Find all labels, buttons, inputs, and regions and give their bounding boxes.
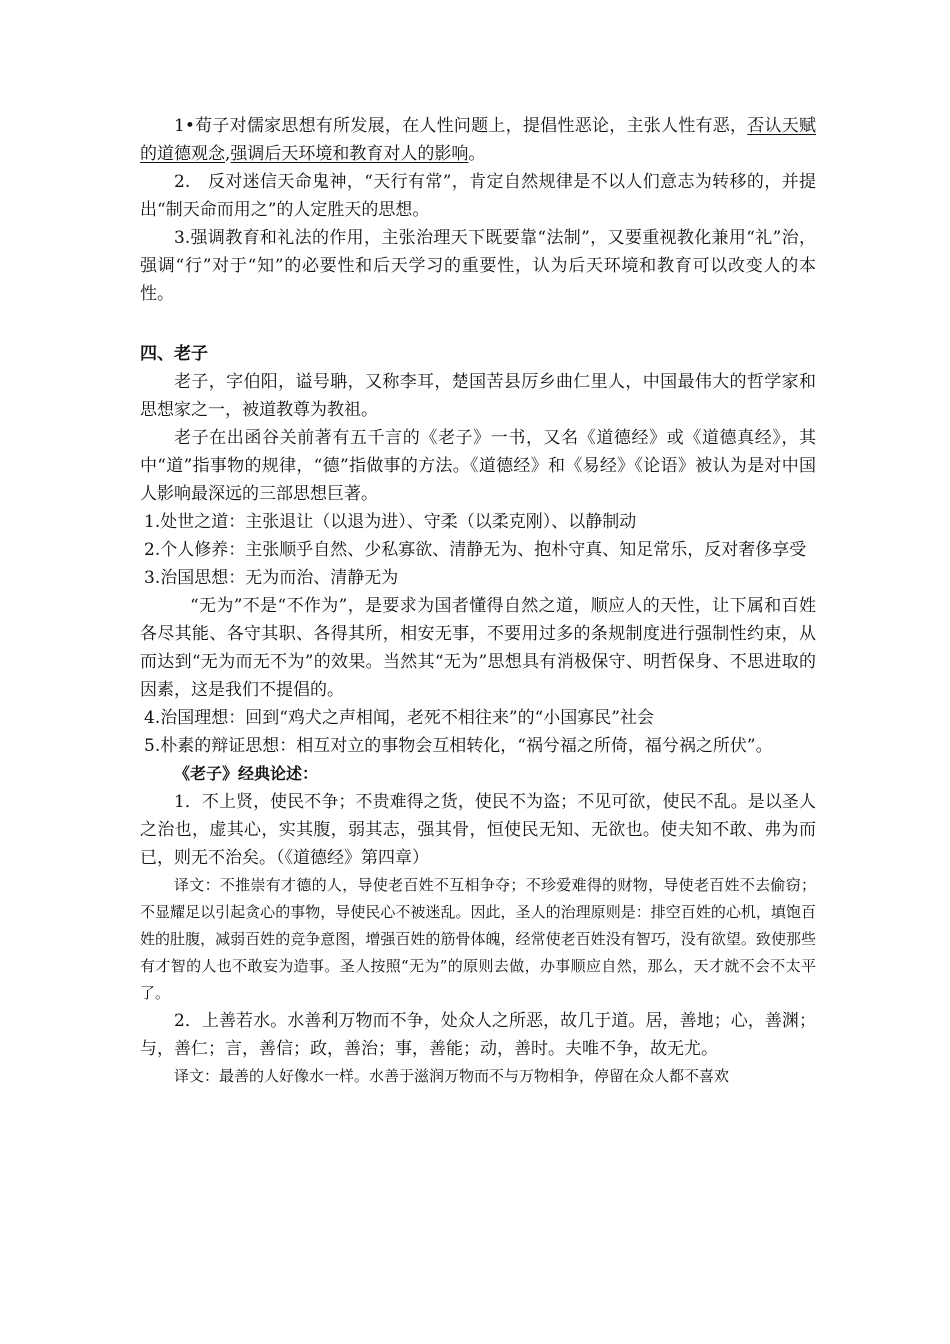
period: 。 <box>468 144 486 164</box>
document-page <box>140 112 816 1090</box>
laozi-item-1: 1.处世之道：主张退让（以退为进）、守柔（以柔克刚）、以静制动 <box>144 512 637 532</box>
classic-translation-2: 译文：最善的人好像水一样。水善于滋润万物而不与万物相争，停留在众人都不喜欢 <box>174 1067 730 1085</box>
classic-quote-1: 1．不上贤，使民不争；不贵难得之货，使民不为盗；不见可欲，使民不乱。是以圣人之治也，虚其心，实其腹，弱其志，强其骨，恒使民无知、无欲也。使夫知不敢、弗为而已，则无不治矣。（《道德经》第四章） <box>140 792 816 868</box>
laozi-item-2: 2.个人修养：主张顺乎自然、少私寡欲、清静无为、抱朴守真、知足常乐，反对奢侈享受 <box>144 540 807 560</box>
laozi-item-4: 4.治国理想：回到“鸡犬之声相闻，老死不相往来”的“小国寡民”社会 <box>144 708 654 728</box>
laozi-item-5: 5.朴素的辩证思想：相互对立的事物会互相转化，“祸兮福之所倚，福兮祸之所伏”。 <box>144 736 773 756</box>
underlined-phrase-1: 否认天赋的道德观念 <box>140 116 817 164</box>
xunzi-point-1 <box>140 112 816 168</box>
section-gap <box>140 308 816 336</box>
laozi-item-3: 3.治国思想：无为而治、清静无为 <box>144 568 399 588</box>
laozi-intro-2: 老子在出函谷关前著有五千言的《老子》一书，又名《道德经》或《道德真经》，其中“道”指事物的规律，“德”指做事的方法。《道德经》和《易经》《论语》被认为是对中国人影响最深远的三部思想巨著。 <box>140 428 816 504</box>
point-number: 1• <box>174 116 195 136</box>
xunzi-point-2: 2. 反对迷信天命鬼神，“天行有常”，肯定自然规律是不以人们意志为转移的，并提出“制天命而用之”的人定胜天的思想。 <box>140 172 816 220</box>
section-heading-laozi: 四、老子 <box>140 344 208 364</box>
xunzi-point-3: 3.强调教育和礼法的作用，主张治理天下既要靠“法制”，又要重视教化兼用“礼”治，强调“行”对于“知”的必要性和后天学习的重要性，认为后天环境和教育可以改变人的本性。 <box>140 228 816 304</box>
classic-translation-1: 译文：不推崇有才德的人，导使老百姓不互相争夺；不珍爱难得的财物，导使老百姓不去偷窃；不显耀足以引起贪心的事物，导使民心不被迷乱。因此，圣人的治理原则是：排空百姓的心机，填饱百姓的肚腹，减弱百姓的竞争意图，增强百姓的筋骨体魄，经常使老百姓没有智巧，没有欲望。致使那些有才智的人也不敢妄为造事。圣人按照“无为”的原则去做，办事顺应自然，那么，天才就不会不太平了。 <box>140 876 816 1002</box>
classics-heading: 《老子》经典论述： <box>174 764 319 783</box>
point-text: 荀子对儒家思想有所发展，在人性问题上，提倡性恶论，主张人性有恶， <box>194 116 748 136</box>
comma: , <box>225 144 231 164</box>
classic-quote-2: 2．上善若水。水善利万物而不争，处众人之所恶，故几于道。居，善地；心，善渊；与，善仁；言，善信；政，善治；事，善能；动，善时。夫唯不争，故无尤。 <box>140 1011 816 1059</box>
wuwei-explanation: “无为”不是“不作为”，是要求为国者懂得自然之道，顺应人的天性，让下属和百姓各尽其能、各守其职、各得其所，相安无事，不要用过多的条规制度进行强制性约束，从而达到“无为而无不为”的效果。当然其“无为”思想具有消极保守、明哲保身、不思进取的因素，这是我们不提倡的。 <box>140 596 816 700</box>
laozi-intro-1: 老子，字伯阳，谥号聃，又称李耳，楚国苦县厉乡曲仁里人，中国最伟大的哲学家和思想家之一，被道教尊为教祖。 <box>140 372 816 420</box>
underlined-phrase-2: 强调后天环境和教育对人的影响 <box>230 144 469 164</box>
